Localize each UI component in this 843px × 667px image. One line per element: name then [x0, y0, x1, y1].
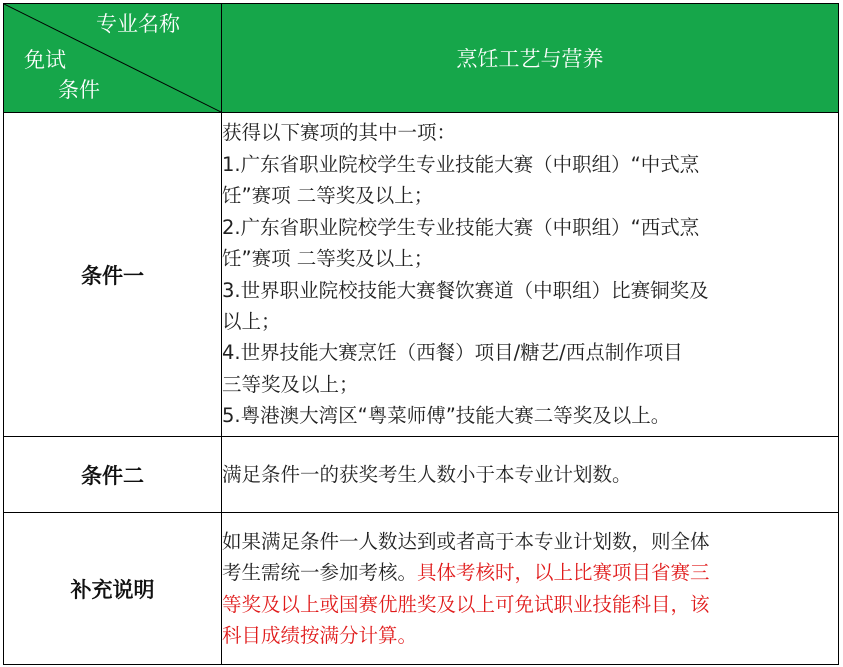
supplementary-content: [222, 513, 839, 665]
table-row-condition-1: [4, 113, 839, 437]
row-label-condition-2: 条件二: [4, 437, 222, 513]
condition-1-line: 以上；: [222, 309, 281, 333]
condition-1-line: 饪”赛项 二等奖及以上；: [222, 184, 434, 208]
condition-1-line: 5.粤港澳大湾区“粤菜师傅”技能大赛二等奖及以上。: [222, 404, 671, 428]
table-row-condition-2: [4, 437, 839, 513]
condition-1-content: [222, 113, 839, 437]
diagonal-header-cell: [4, 4, 222, 113]
exemption-table: [3, 3, 839, 665]
exempt-label: 免试: [24, 48, 66, 72]
condition-2-text: 满足条件一的获奖考生人数小于本专业计划数。: [222, 462, 632, 486]
condition-1-line: 2.广东省职业院校学生专业技能大赛（中职组）“西式烹: [222, 215, 700, 239]
supplementary-emphasis-line: 科目成绩按满分计算。: [222, 623, 418, 647]
row-label-supplementary: 补充说明: [4, 513, 222, 665]
supplementary-plain-text: 考生需统一参加考核。: [222, 561, 418, 585]
supplementary-line: 如果满足条件一人数达到或者高于本专业计划数，则全体: [222, 529, 710, 553]
condition-1-line: 三等奖及以上；: [222, 372, 359, 396]
condition-1-line: 3.世界职业院校技能大赛餐饮赛道（中职组）比赛铜奖及: [222, 278, 709, 302]
major-name-label: 专业名称: [96, 12, 180, 36]
table-row-supplementary: [4, 513, 839, 665]
condition-label: 条件: [58, 78, 100, 102]
major-title: 烹饪工艺与营养: [222, 4, 839, 113]
condition-2-content: [222, 437, 839, 513]
supplementary-line: [222, 557, 838, 588]
condition-1-line: 4.世界技能大赛烹饪（西餐）项目/糖艺/西点制作项目: [222, 341, 683, 365]
header-row: [4, 4, 839, 113]
supplementary-emphasis-line: 等奖及以上或国赛优胜奖及以上可免试职业技能科目，该: [222, 592, 710, 616]
condition-1-line: 获得以下赛项的其中一项：: [222, 121, 457, 145]
condition-1-line: 饪”赛项 二等奖及以上；: [222, 247, 434, 271]
row-label-condition-1: 条件一: [4, 113, 222, 437]
condition-1-line: 1.广东省职业院校学生专业技能大赛（中职组）“中式烹: [222, 152, 700, 176]
supplementary-emphasis-text: 具体考核时，以上比赛项目省赛三: [417, 561, 710, 585]
